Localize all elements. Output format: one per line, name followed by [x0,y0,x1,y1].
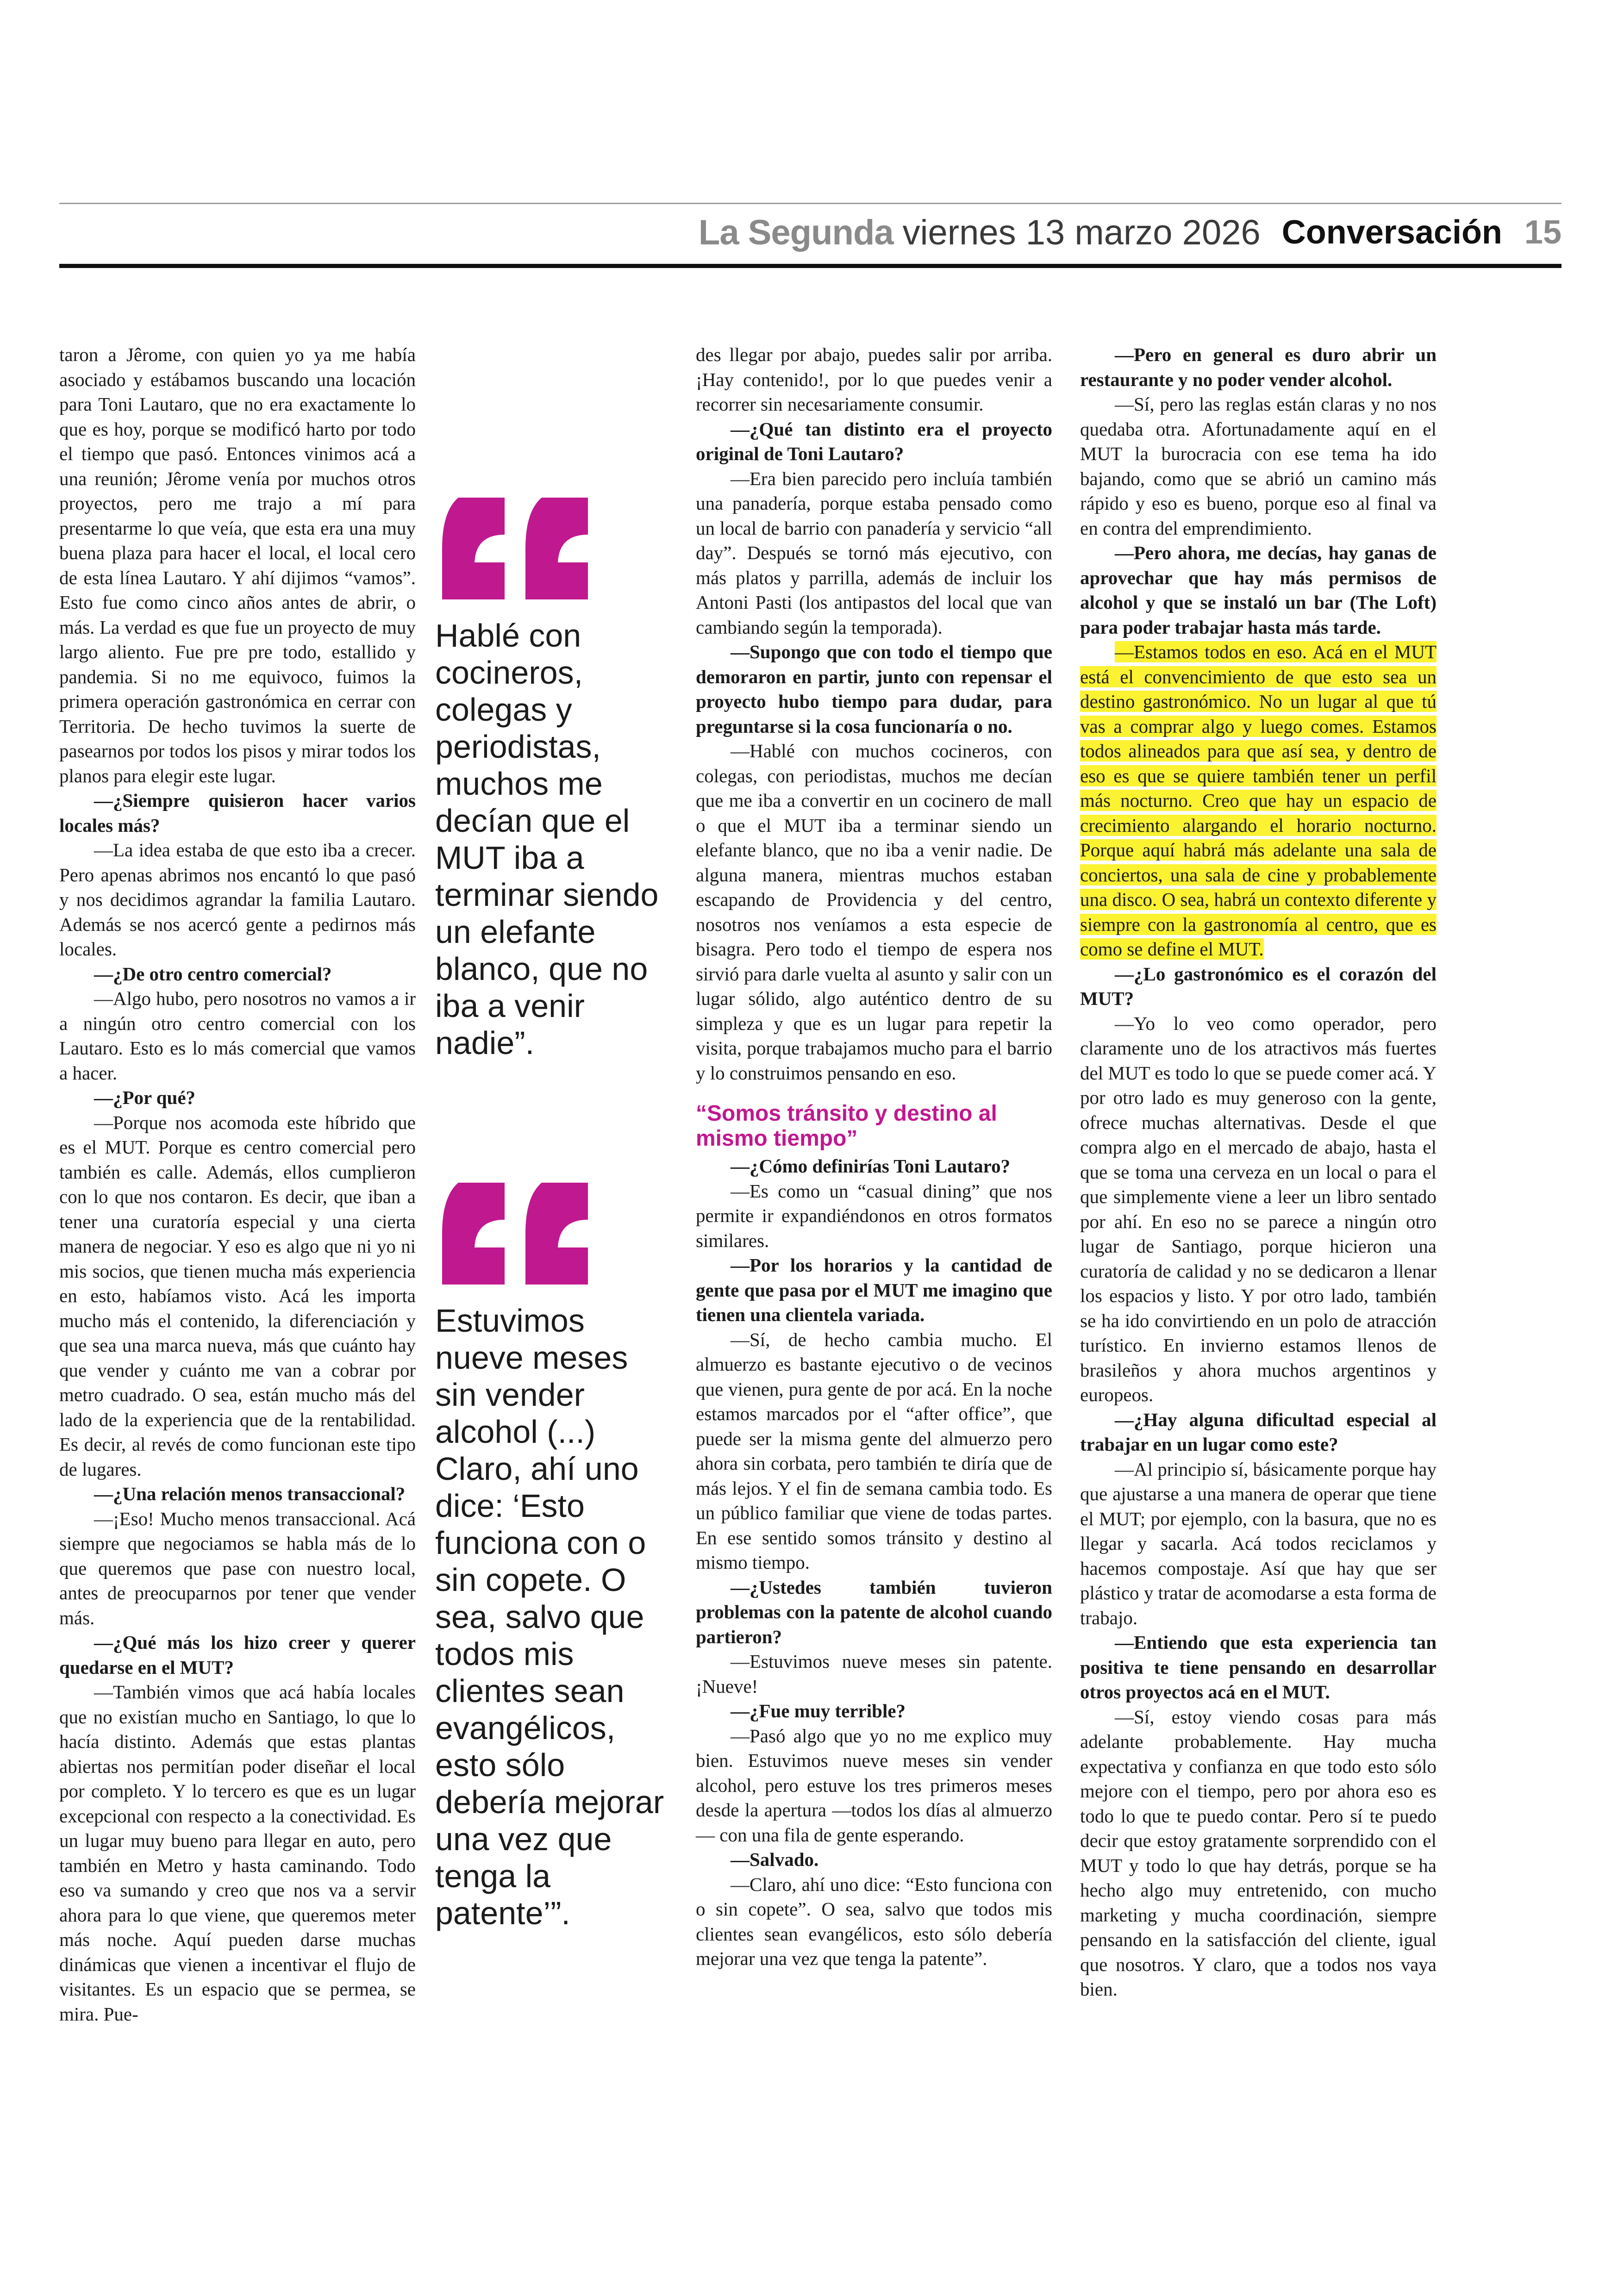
paragraph: —Es como un “casual dining” que nos permite ir expandiéndonos en otros formatos similares. [696,1180,1052,1251]
paragraph: des llegar por abajo, puedes salir por arriba. ¡Hay contenido!, por lo que puedes venir a recorrer sin necesariamente consumir. [696,344,1052,415]
highlighted-paragraph [1080,640,1437,962]
paragraph: —¡Eso! Mucho menos transaccional. Acá siempre que negociamos se habla más de lo que queremos que pase con nuestro local, antes de preocuparnos por tener que vender más. [59,1508,416,1628]
interview-question: —¿Por qué? [94,1087,196,1108]
pull-quote-2 [435,1183,676,1932]
paragraph: —Claro, ahí uno dice: “Esto funciona con o sin copete”. O sea, salvo que todos mis clientes sean evangélicos, esto sólo debería mejorar una vez que tenga la patente”. [696,1873,1052,1969]
article-column-1 [59,343,416,2027]
interview-question: —¿Qué más los hizo creer y querer quedarse en el MUT? [59,1632,416,1678]
paragraph: —Porque nos acomoda este híbrido que es el MUT. Porque es centro comercial pero también es calle. Además, ellos cumplieron con lo que nos contaron. Es decir, que iban a tener una curatoría especial y una cierta manera de negociar. Y eso es algo que ni yo ni mis socios, que tienen mucha más experiencia en esto, habíamos visto. Acá les importa mucho más el contenido, la diferenciación y que sea una marca nueva, más que cuánto hay que vender y cuánto me van a cobrar por metro cuadrado. O sea, están mucho más del lado de la experiencia que de la rentabilidad. Es decir, al revés de como funcionan este tipo de lugares. [59,1111,416,1480]
paragraph: —Estuvimos nueve meses sin patente. ¡Nueve! [696,1651,1052,1697]
pull-quote-text: Estuvimos nueve meses sin vender alcohol (...) Claro, ahí uno dice: ‘Esto funciona con o sin copete. O sea, salvo que todos mis clientes sean evangélicos, esto sólo debería mejorar una vez que tenga la patente’”. [435,1303,664,1931]
paragraph: —Pasó algo que yo no me explico muy bien. Estuvimos nueve meses sin vender alcohol, pero estuve los tres primeros meses desde la apertura —todos los días al almuerzo— con una fila de gente esperando. [696,1725,1052,1846]
highlight-mark: —Estamos todos en eso. Acá en el MUT está el convencimiento de que esto sea un destino gastronómico. No un lugar al que tú vas a comprar algo y luego comes. Estamos todos alineados para que así sea, y dentro de eso es que se quiere también tener un perfil más nocturno. Creo que hay un espacio de crecimiento alargando el horario nocturno. Porque aquí habrá más adelante una sala de conciertos, una sala de cine y probablemente una disco. O sea, habrá un contexto diferente y siempre con la gastronomía al centro, que es como se define el MUT. [1080,641,1437,960]
interview-question: —Pero ahora, me decías, hay ganas de aprovechar que hay más permisos de alcohol y que se instaló un bar (The Loft) para poder trabajar hasta más tarde. [1080,542,1437,638]
quote-mark-icon [435,1183,597,1285]
paragraph: —Sí, estoy viendo cosas para más adelante probablemente. Hay mucha expectativa y confianza en que todo esto sólo mejore con el tiempo, pero por ahora eso es todo lo que te puedo contar. Pero sí te puedo decir que estoy gratamente sorprendido con el MUT y todo lo que hay detrás, porque se ha hecho algo muy entretenido, con mucho marketing y mucha coordinación, siempre pensando en la satisfacción del cliente, igual que nosotros. Y claro, que a todos nos vaya bien. [1080,1706,1437,2000]
interview-question: —¿De otro centro comercial? [94,963,332,985]
section-subheading: “Somos tránsito y destino al mismo tiempo” [696,1101,997,1151]
interview-question: —¿Una relación menos transaccional? [94,1483,406,1504]
pull-quote-1 [435,498,676,1061]
interview-question: —Supongo que con todo el tiempo que demoraron en partir, junto con repensar el proyecto hubo tiempo para dudar, para preguntarse si la cosa funcionaría o no. [696,641,1052,737]
header-bottom-rule [59,264,1562,268]
page-header [698,206,1562,259]
interview-question: —Por los horarios y la cantidad de gente que pasa por el MUT me imagino que tienen una clientela variada. [696,1254,1052,1325]
interview-question: —¿Cómo definirías Toni Lautaro? [731,1155,1011,1177]
paragraph: —La idea estaba de que esto iba a crecer. Pero apenas abrimos nos encantó lo que pasó y nos decidimos agrandar la familia Lautaro. Además se nos acercó gente a pedirnos más locales. [59,839,416,960]
paragraph: taron a Jêrome, con quien yo ya me había asociado y estábamos buscando una locación para Toni Lautaro, que no era exactamente lo que es hoy, porque se modificó harto por todo el tiempo que pasó. Entonces vinimos acá a una reunión; Jêrome venía por muchos otros proyectos, pero me trajo a mí para presentarme lo que veía, que esta era una muy buena plaza para hacer el local, el local cero de esta línea Lautaro. Y ahí dijimos “vamos”. Esto fue como cinco años antes de abrir, o más. La verdad es que fue un proyecto de muy largo aliento. Fue pre pre todo, estallido y pandemia. Si no me equivoco, fuimos la primera operación gastronómica en cerrar con Territoria. De hecho tuvimos la suerte de pasearnos por todos los pisos y mirar todos los planos para elegir este lugar. [59,344,416,786]
paragraph: —Hablé con muchos cocineros, con colegas, con periodistas, muchos me decían que me iba a convertir en un cocinero de mall o que el MUT iba a terminar siendo un elefante blanco, que no iba a venir nadie. De alguna manera, mientras muchos estaban escapando de Providencia y del centro, nosotros nos veníamos a esta especie de bisagra. Pero todo el tiempo de espera nos sirvió para darle vuelta al asunto y salir con un lugar sólido, algo auténtico dentro de su simpleza y que es un lugar para repetir la visita, porque trabajamos mucho para el barrio y lo construimos pensando en eso. [696,740,1052,1084]
pull-quote-text: Hablé con cocineros, colegas y periodistas, muchos me decían que el MUT iba a terminar siendo un elefante blanco, que no iba a venir nadie”. [435,617,659,1061]
paragraph: —Algo hubo, pero nosotros no vamos a ir a ningún otro centro comercial con los Lautaro. Esto es lo más comercial que vamos a hacer. [59,988,416,1084]
article-column-3 [696,343,1052,1971]
paragraph: —También vimos que acá había locales que no existían mucho en Santiago, lo que lo hacía distinto. Además que estas plantas abiertas nos permitían poder diseñar el local por completo. Y lo tercero es que es un lugar excepcional con respecto a la conectividad. Es un lugar muy bueno para llegar en auto, pero también en Metro y hasta caminando. Todo eso va sumando y creo que nos va a servir ahora para lo que viene, que queremos meter más noche. Aquí pueden darse muchas dinámicas que vienen a incentivar el flujo de visitantes. Es un espacio que se permea, se mira. Pue- [59,1681,416,2025]
quote-mark-icon [435,498,597,599]
paragraph: —Sí, pero las reglas están claras y no nos quedaba otra. Afortunadamente aquí en el MUT la burocracia con ese tema ha ido bajando, como que se abrió un camino más rápido y eso es bueno, porque eso al final va en contra del emprendimiento. [1080,393,1437,539]
section-name: Conversación [1281,214,1502,251]
interview-question: —Entiendo que esta experiencia tan positiva te tiene pensando en desarrollar otros proyectos acá en el MUT. [1080,1632,1437,1703]
interview-question: —¿Qué tan distinto era el proyecto original de Toni Lautaro? [696,418,1052,464]
interview-question: —Pero en general es duro abrir un restaurante y no poder vender alcohol. [1080,344,1437,390]
publication-name: La Segunda [698,212,893,252]
interview-question: —Salvado. [731,1849,819,1870]
interview-question: —¿Fue muy terrible? [731,1700,906,1721]
paragraph: —Era bien parecido pero incluía también una panadería, porque estaba pensado como un local de barrio con panadería y servicio “all day”. Después se tornó más ejecutivo, con más platos y parrilla, además de incluir los Antoni Pasti (los antipastos del local que van cambiando según la temporada). [696,468,1052,638]
paragraph: —Yo lo veo como operador, pero claramente uno de los atractivos más fuertes del MUT es todo lo que se puede comer acá. Y por otro lado es muy generoso con la gente, ofrece muchas alternativas. Desde el que compra algo en el mercado de abajo, hasta el que se toma una cerveza en un local o para el que simplemente viene a leer un libro sentado por ahí. En eso no se parece a ningún otro lugar de Santiago, porque hicieron una curatoría de calidad y no se dedicaron a llenar los espacios y listo. Y por otro lado, también se ha ido convirtiendo en un polo de atracción turístico. En invierno estamos llenos de brasileños y ahora muchos argentinos y europeos. [1080,1012,1437,1405]
interview-question: —¿Ustedes también tuvieron problemas con la patente de alcohol cuando partieron? [696,1576,1052,1647]
interview-question: —¿Lo gastronómico es el corazón del MUT? [1080,963,1437,1009]
paragraph: —Sí, de hecho cambia mucho. El almuerzo es bastante ejecutivo o de vecinos que vienen, pura gente de por acá. En la noche estamos marcados por el “after office”, que puede ser la misma gente del almuerzo pero ahora sin corbata, pero también te diría que de más lejos. Y el fin de semana cambia todo. Es un público familiar que viene de todas partes. En ese sentido somos tránsito y destino al mismo tiempo. [696,1328,1052,1573]
page-number: 15 [1524,214,1562,251]
header-top-rule [59,203,1562,204]
paragraph: —Al principio sí, básicamente porque hay que ajustarse a una manera de operar que tiene el MUT; por ejemplo, con la basura, que no es llegar y sacarla. Acá todos reciclamos y hacemos compostaje. Así que hay que ser plástico y tratar de acomodarse a esta forma de trabajo. [1080,1458,1437,1628]
interview-question: —¿Siempre quisieron hacer varios locales más? [59,790,416,836]
interview-question: —¿Hay alguna dificultad especial al trabajar en un lugar como este? [1080,1409,1437,1455]
article-column-4 [1080,343,1437,2002]
issue-date: viernes 13 marzo 2026 [902,212,1261,252]
